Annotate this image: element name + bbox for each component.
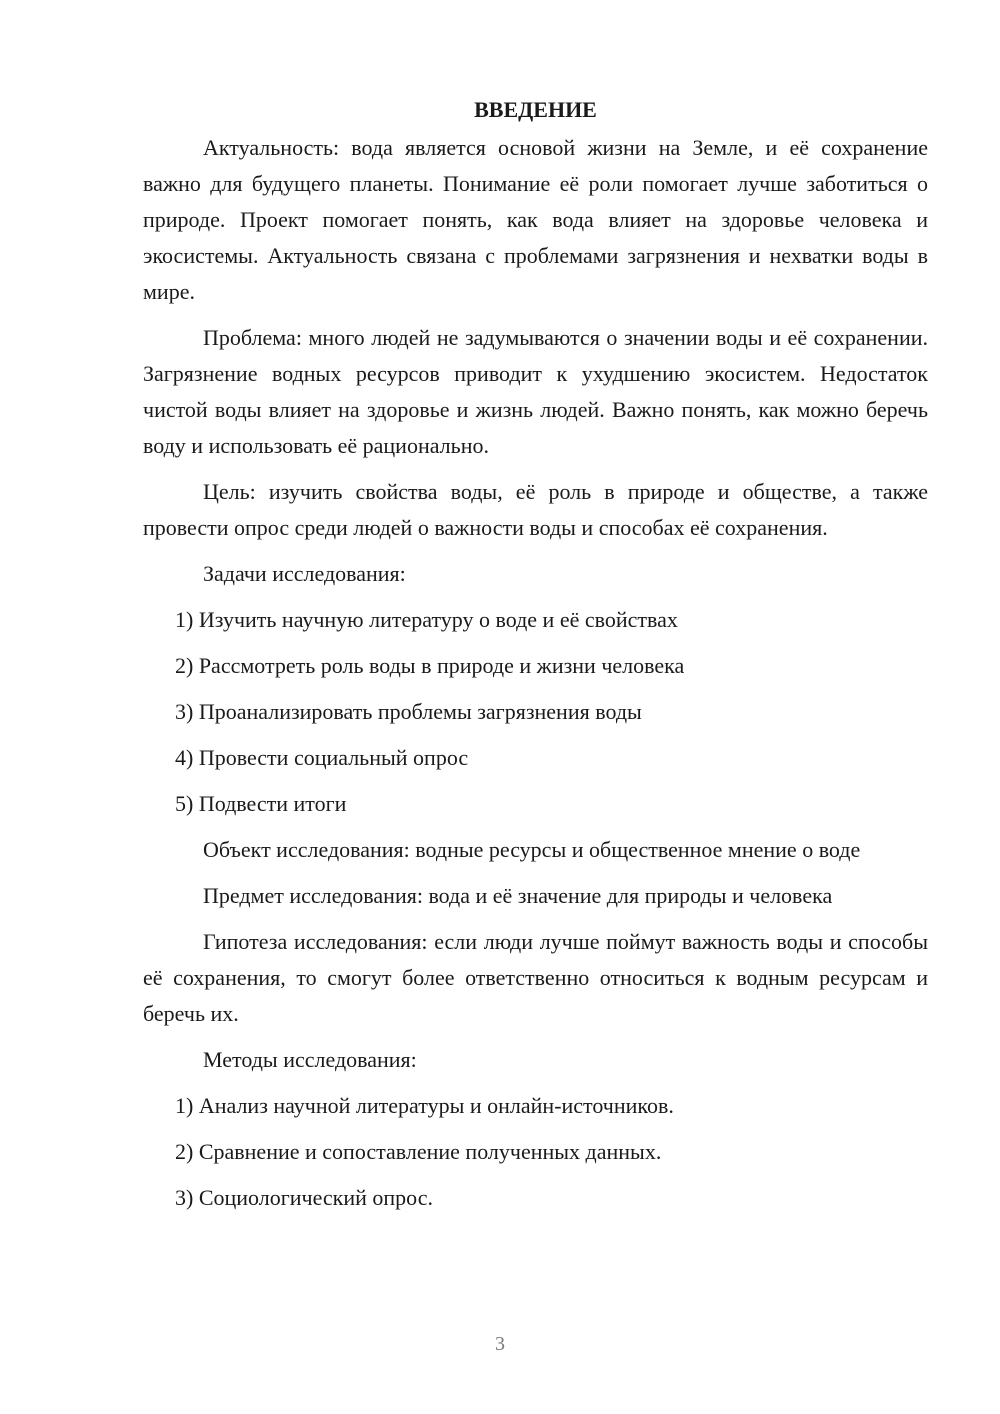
object-paragraph: Объект исследования: водные ресурсы и общественное мнение о воде (203, 837, 861, 862)
tasks-heading: Задачи исследования: (203, 561, 406, 586)
list-item: 1) Анализ научной литературы и онлайн-источников. (175, 1093, 674, 1118)
list-item: 3) Социологический опрос. (175, 1185, 433, 1210)
list-item: 1) Изучить научную литературу о воде и её свойствах (175, 607, 678, 632)
problem-paragraph: Проблема: много людей не задумываются о значении воды и её сохранении. Загрязнение водных ресурсов приводит к ухудшению экосистем. Недостаток чистой воды влияет на здоровье и жизнь людей. Важно понять, как можно беречь воду и использовать её рационально. (143, 325, 928, 458)
methods-heading: Методы исследования: (203, 1047, 417, 1072)
subject-paragraph: Предмет исследования: вода и её значение для природы и человека (203, 883, 833, 908)
document-page (143, 92, 928, 1226)
methods-list (143, 1088, 928, 1216)
list-item: 4) Провести социальный опрос (175, 745, 469, 770)
page-title: ВВЕДЕНИЕ (474, 97, 597, 122)
list-item: 5) Подвести итоги (175, 791, 347, 816)
tasks-list (143, 602, 928, 822)
relevance-paragraph: Актуальность: вода является основой жизни на Земле, и её сохранение важно для будущего планеты. Понимание её роли помогает лучше заботиться о природе. Проект помогает понять, как вода влияет на здоровье человека и экосистемы. Актуальность связана с проблемами загрязнения и нехватки воды в мире. (143, 135, 928, 304)
list-item: 2) Рассмотреть роль воды в природе и жизни человека (175, 653, 685, 678)
list-item: 2) Сравнение и сопоставление полученных данных. (175, 1139, 662, 1164)
list-item: 3) Проанализировать проблемы загрязнения воды (175, 699, 642, 724)
goal-paragraph: Цель: изучить свойства воды, её роль в природе и обществе, а также провести опрос среди людей о важности воды и способах её сохранения. (143, 479, 928, 540)
hypothesis-paragraph: Гипотеза исследования: если люди лучше поймут важность воды и способы её сохранения, то смогут более ответственно относиться к водным ресурсам и беречь их. (143, 929, 928, 1026)
page-number: 3 (495, 1333, 505, 1355)
